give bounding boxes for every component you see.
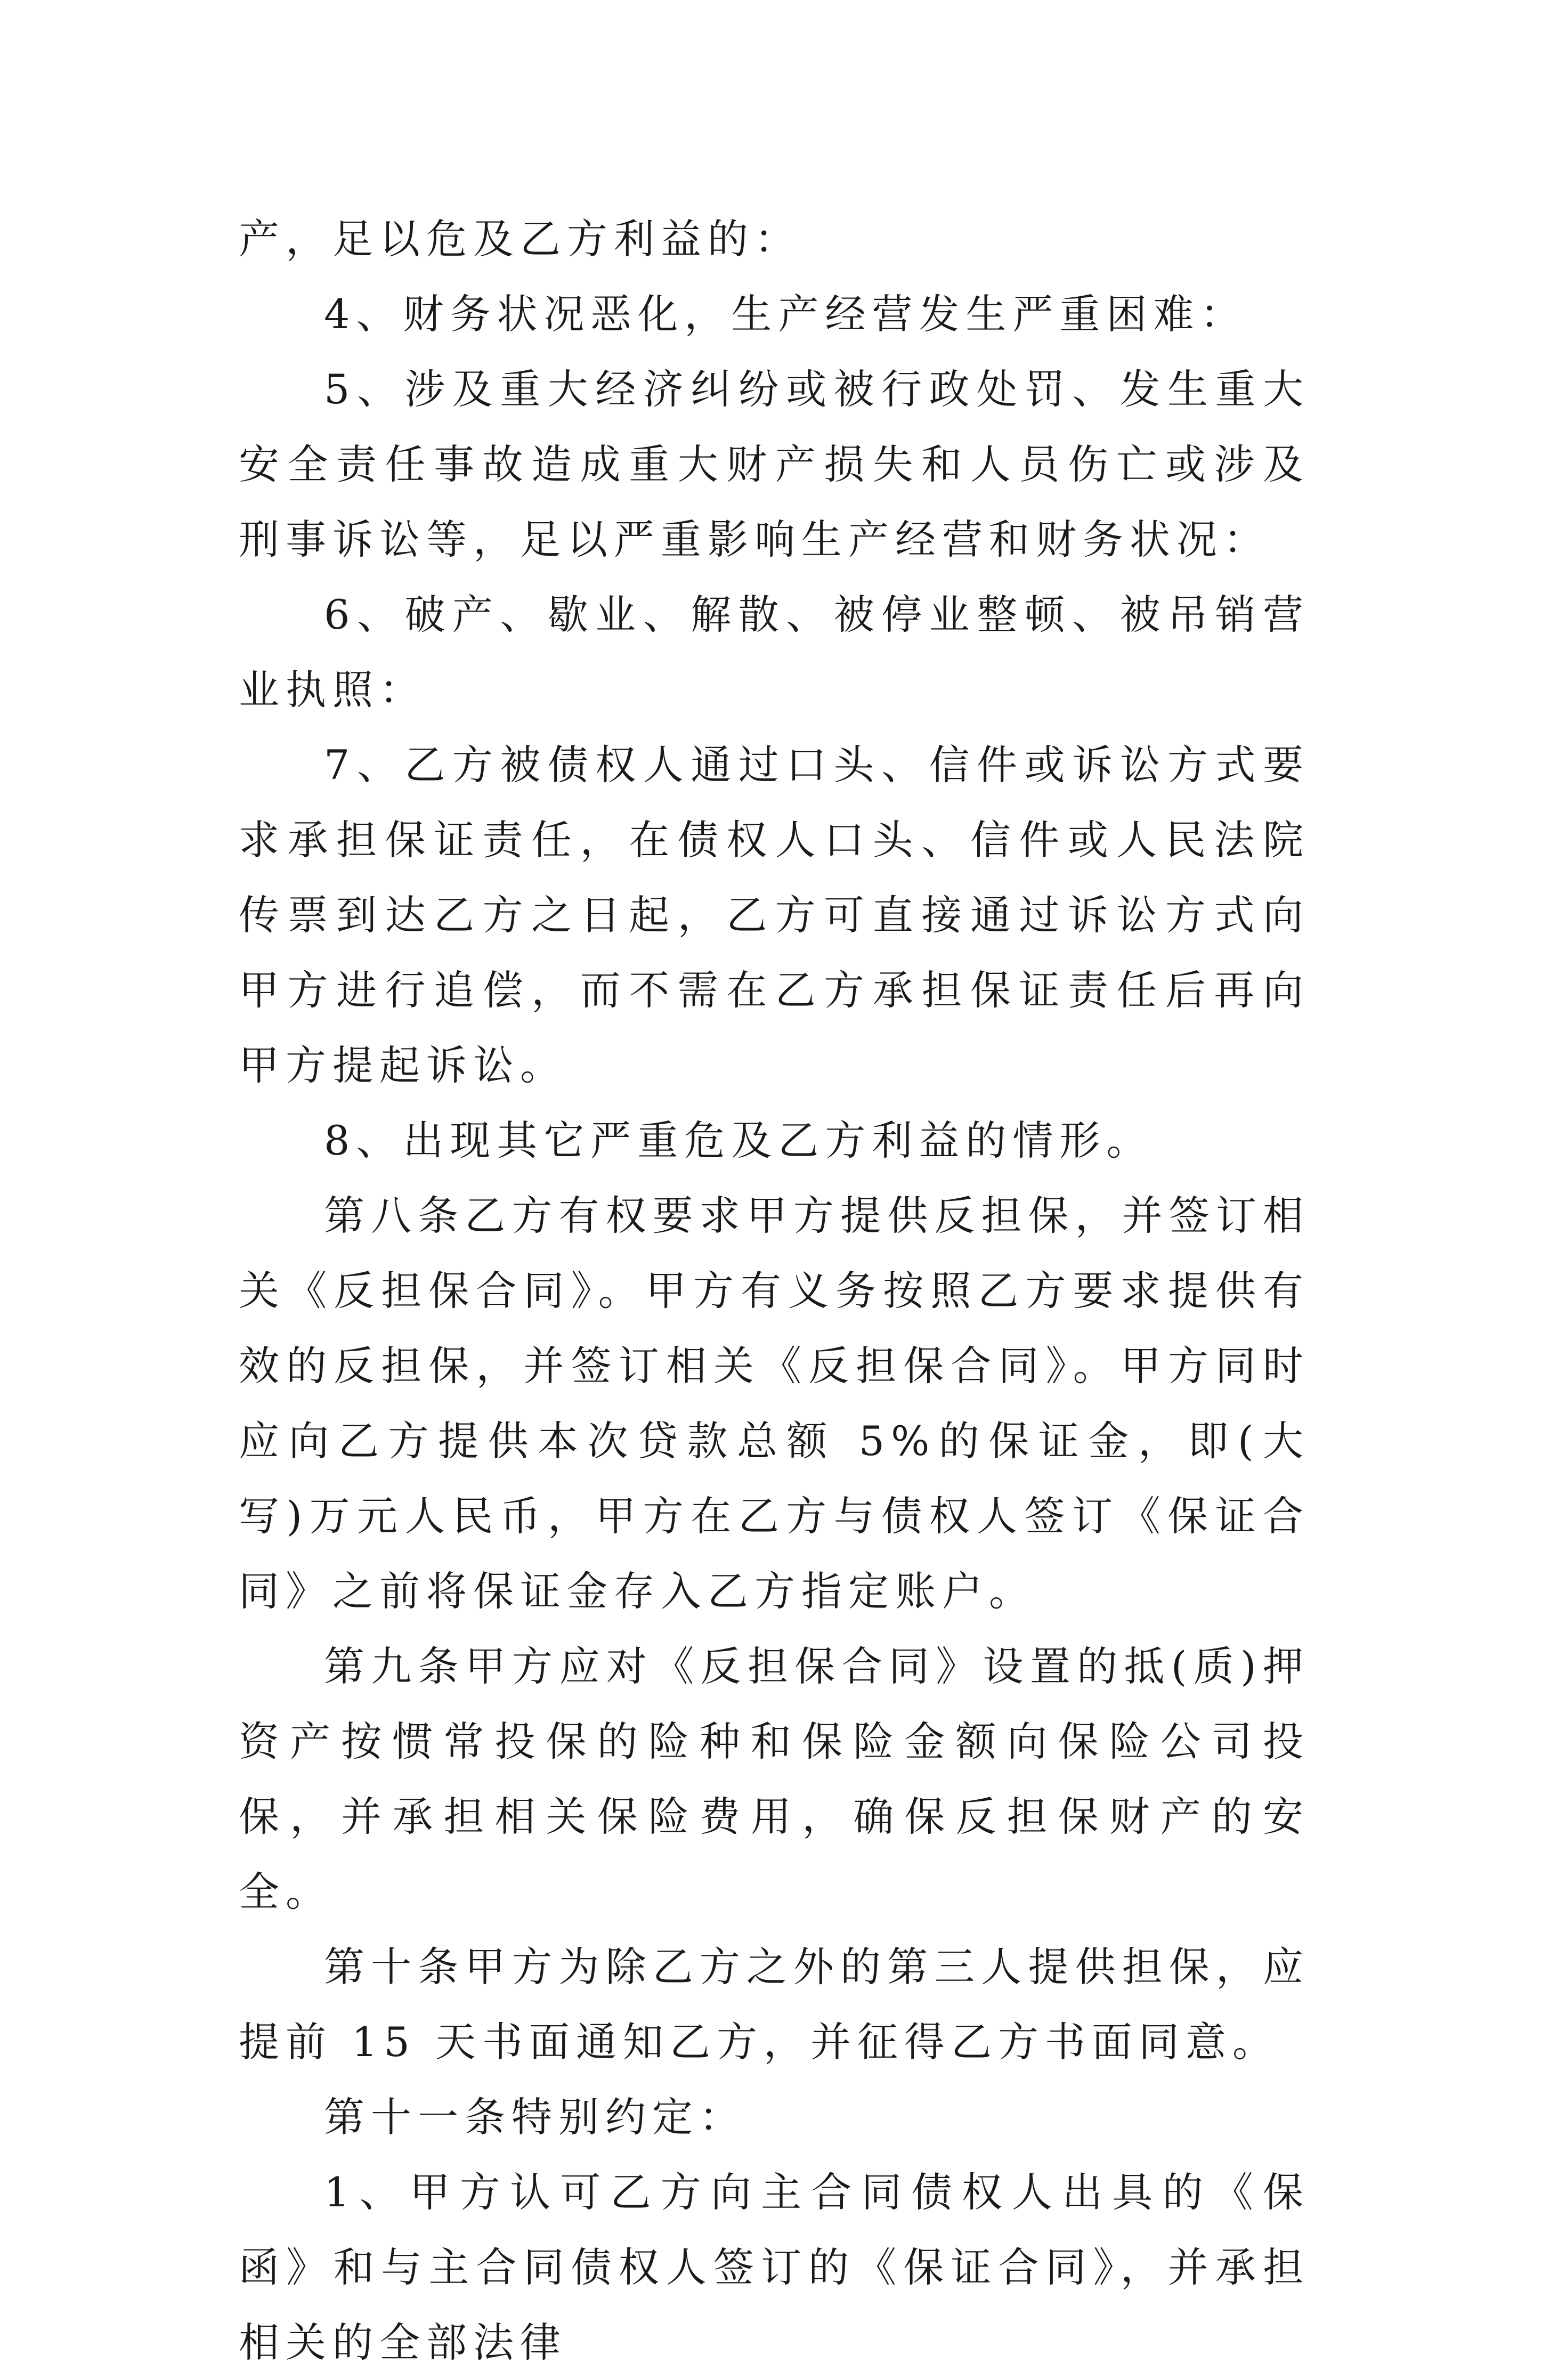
paragraph-continuation: 产，足以危及乙方利益的： xyxy=(239,215,801,263)
paragraph-article-11-item-1: 1、甲方认可乙方向主合同债权人出具的《保函》和与主合同债权人签订的《保证合同》，并承担相关的全部法律 xyxy=(239,2168,1310,2366)
paragraph-item-4: 4、财务状况恶化，生产经营发生严重困难： xyxy=(324,290,1247,338)
paragraph-article-8: 第八条乙方有权要求甲方提供反担保，并签订相关《反担保合同》。甲方有义务按照乙方要求提供有效的反担保，并签订相关《反担保合同》。甲方同时应向乙方提供本次贷款总额 5%的保证金，即(大写)万元人民币，甲方在乙方与债权人签订《保证合同》之前将保证金存入乙方指定账户。 xyxy=(239,1192,1310,1615)
paragraph-item-7: 7、乙方被债权人通过口头、信件或诉讼方式要求承担保证责任，在债权人口头、信件或人民法院传票到达乙方之日起，乙方可直接通过诉讼方式向甲方进行追偿，而不需在乙方承担保证责任后再向甲方提起诉讼。 xyxy=(239,741,1310,1089)
paragraph-item-5: 5、涉及重大经济纠纷或被行政处罚、发生重大安全责任事故造成重大财产损失和人员伤亡或涉及刑事诉讼等，足以严重影响生产经营和财务状况： xyxy=(239,365,1310,563)
document-body xyxy=(239,201,1310,2380)
paragraph-article-10: 第十条甲方为除乙方之外的第三人提供担保，应提前 15 天书面通知乙方，并征得乙方书面同意。 xyxy=(239,1943,1310,2066)
paragraph-article-9: 第九条甲方应对《反担保合同》设置的抵(质)押资产按惯常投保的险种和保险金额向保险公司投保，并承担相关保险费用，确保反担保财产的安全。 xyxy=(239,1643,1310,1915)
paragraph-item-8: 8、出现其它严重危及乙方利益的情形。 xyxy=(324,1117,1154,1164)
paragraph-article-11-heading: 第十一条特别约定： xyxy=(324,2093,746,2141)
paragraph-item-6: 6、破产、歇业、解散、被停业整顿、被吊销营业执照： xyxy=(239,591,1310,713)
